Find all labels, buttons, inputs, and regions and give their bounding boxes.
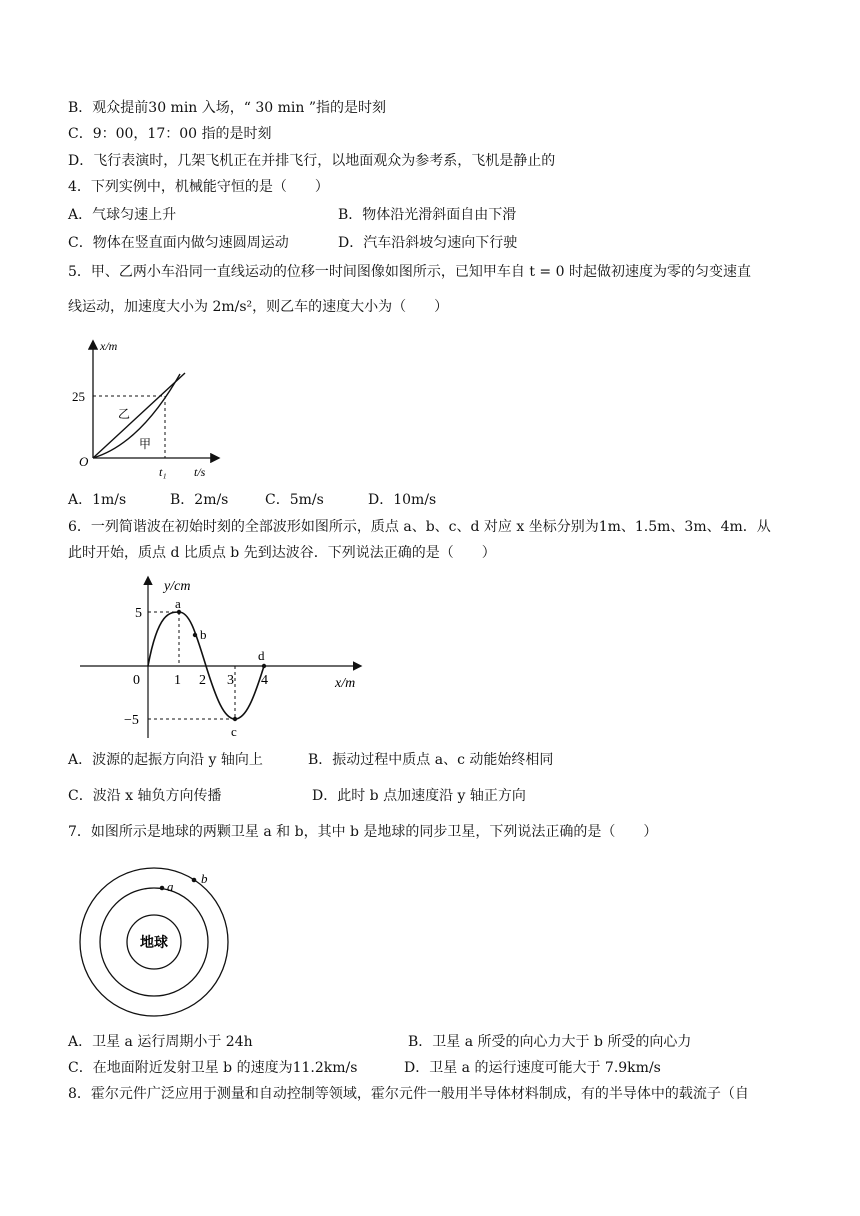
x-axis-label: x/m: [335, 676, 356, 691]
q5-option-d: D．10m/s: [368, 492, 437, 508]
label-jia: 甲: [139, 437, 152, 451]
option-c-line: C．9：00，17：00 指的是时刻: [68, 126, 272, 142]
q4-option-c: C．物体在竖直面内做匀速圆周运动: [68, 235, 289, 251]
x-tick-2: 2: [199, 673, 206, 688]
label-d: d: [258, 648, 265, 663]
q5-option-b: B．2m/s: [170, 492, 229, 508]
x-tick-3: 3: [227, 673, 234, 688]
q5-option-c: C．5m/s: [265, 492, 324, 508]
x-axis-label: t/s: [194, 465, 206, 479]
option-b-line: B．观众提前30 min 入场，“ 30 min ”指的是时刻: [68, 100, 387, 116]
q7-option-c: C．在地面附近发射卫星 b 的速度为11.2km/s: [68, 1060, 358, 1076]
q6-option-c: C．波沿 x 轴负方向传播: [68, 788, 222, 804]
label-c: c: [231, 724, 237, 739]
y-axis-label: x/m: [100, 339, 118, 353]
figure-5-xt-graph: [70, 336, 230, 481]
origin-label: O: [79, 454, 89, 469]
q7-option-a: A．卫星 a 运行周期小于 24h: [68, 1034, 253, 1050]
point-b: [193, 633, 197, 637]
q7-option-d: D．卫星 a 的运行速度可能大于 7.9km/s: [404, 1060, 661, 1076]
x-tick-t1: t₁: [159, 465, 167, 479]
q4-option-d: D．汽车沿斜坡匀速向下行驶: [338, 235, 518, 251]
satellite-b: [192, 878, 197, 883]
option-d-line: D．飞行表演时，几架飞机正在并排飞行，以地面观众为参考系，飞机是静止的: [68, 153, 556, 169]
question-8: 8．霍尔元件广泛应用于测量和自动控制等领域，霍尔元件一般用半导体材料制成，有的半导体中的载流子（自: [68, 1086, 749, 1102]
origin-label: 0: [133, 673, 140, 688]
q6-option-b: B．振动过程中质点 a、c 动能始终相同: [308, 752, 554, 768]
point-c: [233, 717, 237, 721]
x-tick-4: 4: [261, 673, 268, 688]
q4-option-a: A．气球匀速上升: [68, 207, 177, 223]
q5-option-a: A．1m/s: [68, 492, 127, 508]
y-tick-25: 25: [72, 389, 85, 404]
question-6-line1: 6．一列简谐波在初始时刻的全部波形如图所示，质点 a、b、c、d 对应 x 坐标分别为1m、1.5m、3m、4m．从: [68, 519, 771, 535]
satellite-a: [160, 886, 165, 891]
label-b: b: [200, 627, 207, 642]
point-d: [262, 664, 266, 668]
y-axis-label: y/cm: [164, 579, 191, 594]
x-tick-1: 1: [174, 673, 181, 688]
y-tick-5: 5: [135, 606, 142, 621]
q6-option-d: D．此时 b 点加速度沿 y 轴正方向: [312, 788, 526, 804]
question-5-line2: 线运动，加速度大小为 2m/s²，则乙车的速度大小为（ ）: [68, 299, 449, 315]
question-5-line1: 5．甲、乙两小车沿同一直线运动的位移一时间图像如图所示，已知甲车自 t = 0 时起做初速度为零的匀变速直: [68, 264, 751, 280]
question-4: 4．下列实例中，机械能守恒的是（ ）: [68, 179, 329, 195]
figure-6-wave-graph: [78, 572, 378, 742]
label-yi: 乙: [118, 407, 131, 421]
q7-option-b: B．卫星 a 所受的向心力大于 b 所受的向心力: [408, 1034, 692, 1050]
figure-7-orbits: [70, 866, 240, 1026]
label-a: a: [175, 596, 181, 611]
question-7: 7．如图所示是地球的两颗卫星 a 和 b，其中 b 是地球的同步卫星，下列说法正确的是（ ）: [68, 824, 658, 840]
q4-option-b: B．物体沿光滑斜面自由下滑: [338, 207, 517, 223]
label-b: b: [201, 871, 208, 886]
label-a: a: [167, 879, 174, 894]
q6-option-a: A．波源的起振方向沿 y 轴向上: [68, 752, 263, 768]
question-6-line2: 此时开始，质点 d 比质点 b 先到达波谷．下列说法正确的是（ ）: [68, 545, 496, 561]
earth-label: 地球: [140, 936, 168, 951]
y-tick-neg5: −5: [124, 713, 139, 728]
